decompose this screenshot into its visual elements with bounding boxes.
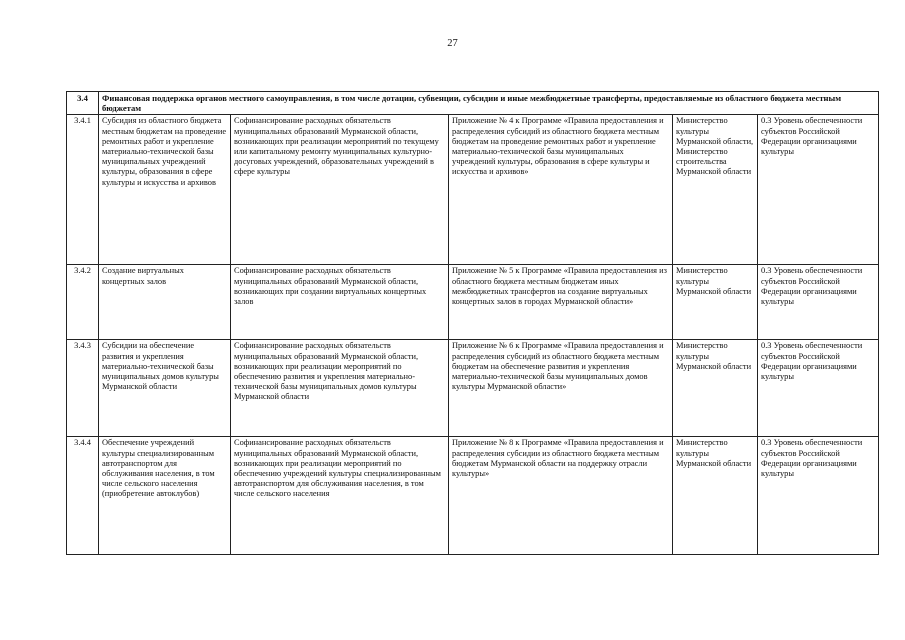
section-number: 3.4 xyxy=(67,92,99,115)
measure-purpose-cell: Софинансирование расходных обязательств муниципальных образований Мурманской области, возникающих при создании виртуальных концертных залов xyxy=(231,265,449,340)
row-number: 3.4.1 xyxy=(67,115,99,265)
page-number: 27 xyxy=(447,38,458,49)
table-row xyxy=(67,115,879,265)
table-row xyxy=(67,265,879,340)
measure-indicator-cell: 0.3 Уровень обеспеченности субъектов Российской Федерации организациями культуры xyxy=(758,437,879,555)
measure-document-cell: Приложение № 4 к Программе «Правила предоставления и распределения субсидий из областного бюджета местным бюджетам на проведение ремонтных работ и укрепление материально-технической базы муниципальных учреждений культуры, образования в сфере культуры и искусства и архивов» xyxy=(449,115,673,265)
program-measures-table xyxy=(66,91,879,555)
measure-indicator-cell: 0.3 Уровень обеспеченности субъектов Российской Федерации организациями культуры xyxy=(758,115,879,265)
measure-executor-cell: Министерство культуры Мурманской области xyxy=(673,265,758,340)
row-number: 3.4.2 xyxy=(67,265,99,340)
row-number: 3.4.4 xyxy=(67,437,99,555)
measure-name-cell: Создание виртуальных концертных залов xyxy=(99,265,231,340)
section-header-row xyxy=(67,92,879,115)
measure-name-cell: Обеспечение учреждений культуры специализированным автотранспортом для обслуживания населения, в том числе сельского населения (приобретение автоклубов) xyxy=(99,437,231,555)
measure-document-cell: Приложение № 5 к Программе «Правила предоставления из областного бюджета местным бюджетам иных межбюджетных трансфертов на создание виртуальных концертных залов в городах Мурманской области» xyxy=(449,265,673,340)
measure-document-cell: Приложение № 8 к Программе «Правила предоставления и распределения субсидии из областного бюджета местным бюджетам Мурманской области на поддержку отрасли культуры» xyxy=(449,437,673,555)
table-row xyxy=(67,437,879,555)
measure-purpose-cell: Софинансирование расходных обязательств муниципальных образований Мурманской области, возникающих при реализации мероприятий по текущему или капитальному ремонту муниципальных культурно-досуговых учреждений, образовательных учреждений в сфере культуры xyxy=(231,115,449,265)
measure-executor-cell: Министерство культуры Мурманской области xyxy=(673,437,758,555)
measure-executor-cell: Министерство культуры Мурманской области, Министерство строительства Мурманской области xyxy=(673,115,758,265)
row-number: 3.4.3 xyxy=(67,340,99,437)
measure-document-cell: Приложение № 6 к Программе «Правила предоставления и распределения субсидий из областного бюджета местным бюджетам на обеспечение развития и укрепления материально-технической базы муниципальных домов культуры Мурманской области» xyxy=(449,340,673,437)
measure-indicator-cell: 0.3 Уровень обеспеченности субъектов Российской Федерации организациями культуры xyxy=(758,340,879,437)
measure-purpose-cell: Софинансирование расходных обязательств муниципальных образований Мурманской области, возникающих при реализации мероприятий по обеспечению развития и укрепления материально-технической базы муниципальных домов культуры Мурманской области xyxy=(231,340,449,437)
measure-indicator-cell: 0.3 Уровень обеспеченности субъектов Российской Федерации организациями культуры xyxy=(758,265,879,340)
measure-purpose-cell: Софинансирование расходных обязательств муниципальных образований Мурманской области, возникающих при реализации мероприятий по обеспечению учреждений культуры специализированным автотранспортом для обслуживания населения, в том числе сельского населения xyxy=(231,437,449,555)
measure-name-cell: Субсидии на обеспечение развития и укрепления материально-технической базы муниципальных домов культуры Мурманской области xyxy=(99,340,231,437)
measure-executor-cell: Министерство культуры Мурманской области xyxy=(673,340,758,437)
section-title: Финансовая поддержка органов местного самоуправления, в том числе дотации, субвенции, субсидии и иные межбюджетные трансферты, предоставляемые из областного бюджета местным бюджетам xyxy=(99,92,879,115)
measure-name-cell: Субсидия из областного бюджета местным бюджетам на проведение ремонтных работ и укрепление материально-технической базы муниципальных учреждений культуры, образования в сфере культуры и искусства и архивов xyxy=(99,115,231,265)
table-row xyxy=(67,340,879,437)
